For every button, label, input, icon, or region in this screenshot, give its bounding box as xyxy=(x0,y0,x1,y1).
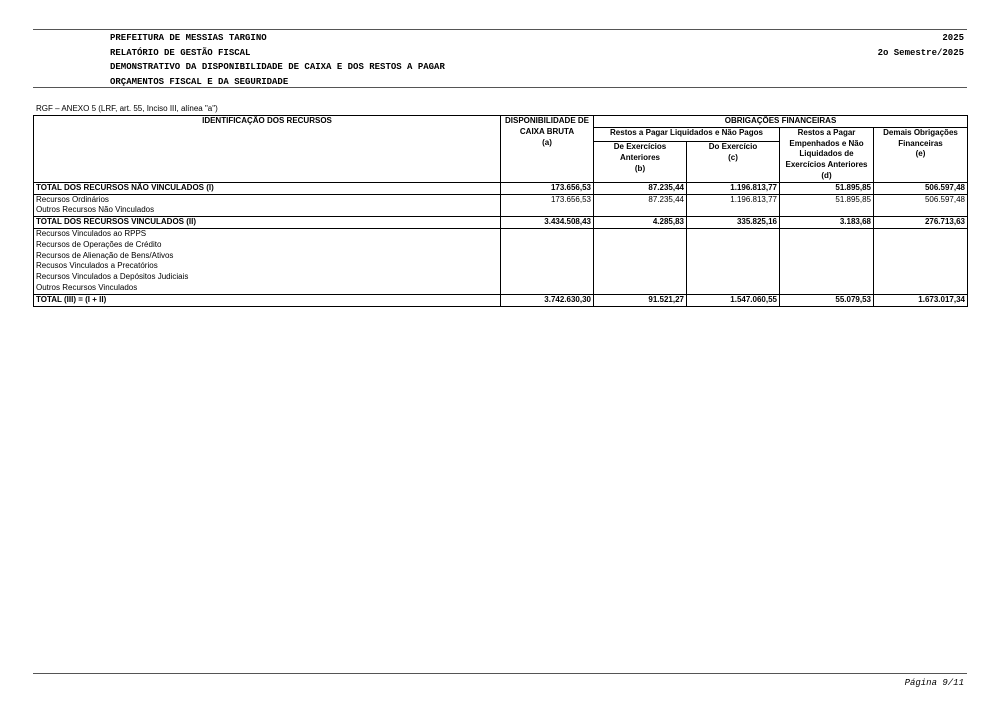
cell-d xyxy=(780,240,874,251)
col-header-do-exercicio xyxy=(687,142,780,183)
col-header-exercicios-anteriores xyxy=(594,142,687,183)
cell-a xyxy=(501,261,594,272)
col-header-rp-empenhados-line2: Empenhados e Não xyxy=(789,138,864,148)
cell-d xyxy=(780,261,874,272)
cell-b xyxy=(594,283,687,294)
col-header-rp-empenhados-line3: Liquidados de xyxy=(799,149,854,159)
header-budget-scope: ORÇAMENTOS FISCAL E DA SEGURIDADE xyxy=(110,76,289,87)
cell-a xyxy=(501,283,594,294)
table-row xyxy=(34,272,968,283)
cell-e: 276.713,63 xyxy=(874,217,968,229)
cell-d xyxy=(780,283,874,294)
cell-e: 1.673.017,34 xyxy=(874,294,968,306)
table-row xyxy=(34,251,968,262)
table-row xyxy=(34,194,968,205)
col-header-demais-letter: (e) xyxy=(915,149,926,159)
cell-b xyxy=(594,251,687,262)
cell-a xyxy=(501,205,594,216)
col-header-disponibilidade-letter: (a) xyxy=(542,137,552,147)
cell-b: 91.521,27 xyxy=(594,294,687,306)
cell-c xyxy=(687,251,780,262)
col-header-rp-empenhados-line4: Exercícios Anteriores xyxy=(785,160,868,170)
cell-b: 4.285,83 xyxy=(594,217,687,229)
cell-d xyxy=(780,251,874,262)
row-label: TOTAL DOS RECURSOS VINCULADOS (II) xyxy=(34,217,501,229)
report-period xyxy=(878,31,964,60)
table-row xyxy=(34,228,968,239)
cell-c xyxy=(687,228,780,239)
cell-e xyxy=(874,251,968,262)
row-label: Recursos Vinculados a Depósitos Judiciais xyxy=(34,272,501,283)
col-header-c-line1: Do Exercício xyxy=(708,142,758,152)
col-header-disponibilidade-line2: CAIXA BRUTA xyxy=(519,126,575,136)
row-label: Outros Recursos Não Vinculados xyxy=(34,205,501,216)
header-year: 2025 xyxy=(942,33,964,43)
cell-e: 506.597,48 xyxy=(874,182,968,194)
page-number: Página 9/11 xyxy=(904,678,964,688)
row-label: Recursos Vinculados ao RPPS xyxy=(34,228,501,239)
cell-e: 506.597,48 xyxy=(874,194,968,205)
cell-e xyxy=(874,261,968,272)
cell-b xyxy=(594,228,687,239)
col-header-b-line2: Anteriores xyxy=(619,152,660,162)
header-statement-title: DEMONSTRATIVO DA DISPONIBILIDADE DE CAIXA E DOS RESTOS A PAGAR xyxy=(110,62,445,73)
cell-c xyxy=(687,205,780,216)
row-label: Recusos Vinculados a Precatórios xyxy=(34,261,501,272)
table-row xyxy=(34,294,968,306)
cell-a xyxy=(501,240,594,251)
cell-a xyxy=(501,251,594,262)
row-label: TOTAL (III) = (I + II) xyxy=(34,294,501,306)
row-label: Outros Recursos Vinculados xyxy=(34,283,501,294)
table-row xyxy=(34,240,968,251)
cell-d xyxy=(780,228,874,239)
col-header-b-line1: De Exercícios xyxy=(613,142,667,152)
report-header xyxy=(110,31,445,89)
table-row xyxy=(34,205,968,216)
col-header-rp-empenhados-letter: (d) xyxy=(821,170,832,180)
cell-b: 87.235,44 xyxy=(594,194,687,205)
cell-a xyxy=(501,228,594,239)
footer-rule xyxy=(33,673,967,674)
col-header-c-letter: (c) xyxy=(728,152,738,162)
cell-c xyxy=(687,261,780,272)
col-header-demais-line2: Financeiras xyxy=(898,138,943,148)
cell-c xyxy=(687,240,780,251)
col-header-obrigacoes: OBRIGAÇÕES FINANCEIRAS xyxy=(594,116,968,128)
row-label: Recursos de Operações de Crédito xyxy=(34,240,501,251)
cell-d: 51.895,85 xyxy=(780,182,874,194)
cell-c: 335.825,16 xyxy=(687,217,780,229)
header-bottom-rule xyxy=(33,87,967,88)
cell-d: 3.183,68 xyxy=(780,217,874,229)
cell-c xyxy=(687,272,780,283)
cell-e xyxy=(874,283,968,294)
table-row xyxy=(34,182,968,194)
disponibilidade-table xyxy=(33,115,968,307)
col-header-disponibilidade-line1: DISPONIBILIDADE DE xyxy=(504,116,589,125)
cell-d: 51.895,85 xyxy=(780,194,874,205)
col-header-identificacao: IDENTIFICAÇÃO DOS RECURSOS xyxy=(34,116,501,183)
col-header-rp-liquidados: Restos a Pagar Liquidados e Não Pagos xyxy=(594,127,780,141)
top-rule xyxy=(33,29,967,30)
col-header-demais-obrigacoes xyxy=(874,127,968,182)
cell-c xyxy=(687,283,780,294)
cell-c: 1.196.813,77 xyxy=(687,182,780,194)
cell-b xyxy=(594,240,687,251)
cell-e xyxy=(874,240,968,251)
cell-e xyxy=(874,205,968,216)
col-header-disponibilidade xyxy=(501,116,594,183)
cell-c: 1.547.060,55 xyxy=(687,294,780,306)
cell-d: 55.079,53 xyxy=(780,294,874,306)
cell-e xyxy=(874,272,968,283)
cell-e xyxy=(874,228,968,239)
cell-d xyxy=(780,272,874,283)
row-label: TOTAL DOS RECURSOS NÃO VINCULADOS (I) xyxy=(34,182,501,194)
col-header-demais-line1: Demais Obrigações xyxy=(883,127,958,137)
cell-a: 3.434.508,43 xyxy=(501,217,594,229)
cell-b xyxy=(594,205,687,216)
annex-reference: RGF – ANEXO 5 (LRF, art. 55, Inciso III, alínea "a") xyxy=(36,104,218,113)
table-row xyxy=(34,261,968,272)
cell-d xyxy=(780,205,874,216)
col-header-b-letter: (b) xyxy=(634,163,646,173)
cell-a: 173.656,53 xyxy=(501,194,594,205)
header-period: 2o Semestre/2025 xyxy=(877,47,964,58)
table-row xyxy=(34,283,968,294)
row-label: Recursos Ordinários xyxy=(34,194,501,205)
cell-c: 1.196.813,77 xyxy=(687,194,780,205)
cell-a: 173.656,53 xyxy=(501,182,594,194)
cell-b: 87.235,44 xyxy=(594,182,687,194)
table-row xyxy=(34,217,968,229)
col-header-rp-empenhados xyxy=(780,127,874,182)
col-header-rp-empenhados-line1: Restos a Pagar xyxy=(797,127,856,137)
header-entity: PREFEITURA DE MESSIAS TARGINO xyxy=(110,33,267,43)
cell-b xyxy=(594,272,687,283)
header-report-title: RELATÓRIO DE GESTÃO FISCAL xyxy=(110,47,251,58)
cell-a: 3.742.630,30 xyxy=(501,294,594,306)
cell-b xyxy=(594,261,687,272)
row-label: Recursos de Alienação de Bens/Ativos xyxy=(34,251,501,262)
cell-a xyxy=(501,272,594,283)
